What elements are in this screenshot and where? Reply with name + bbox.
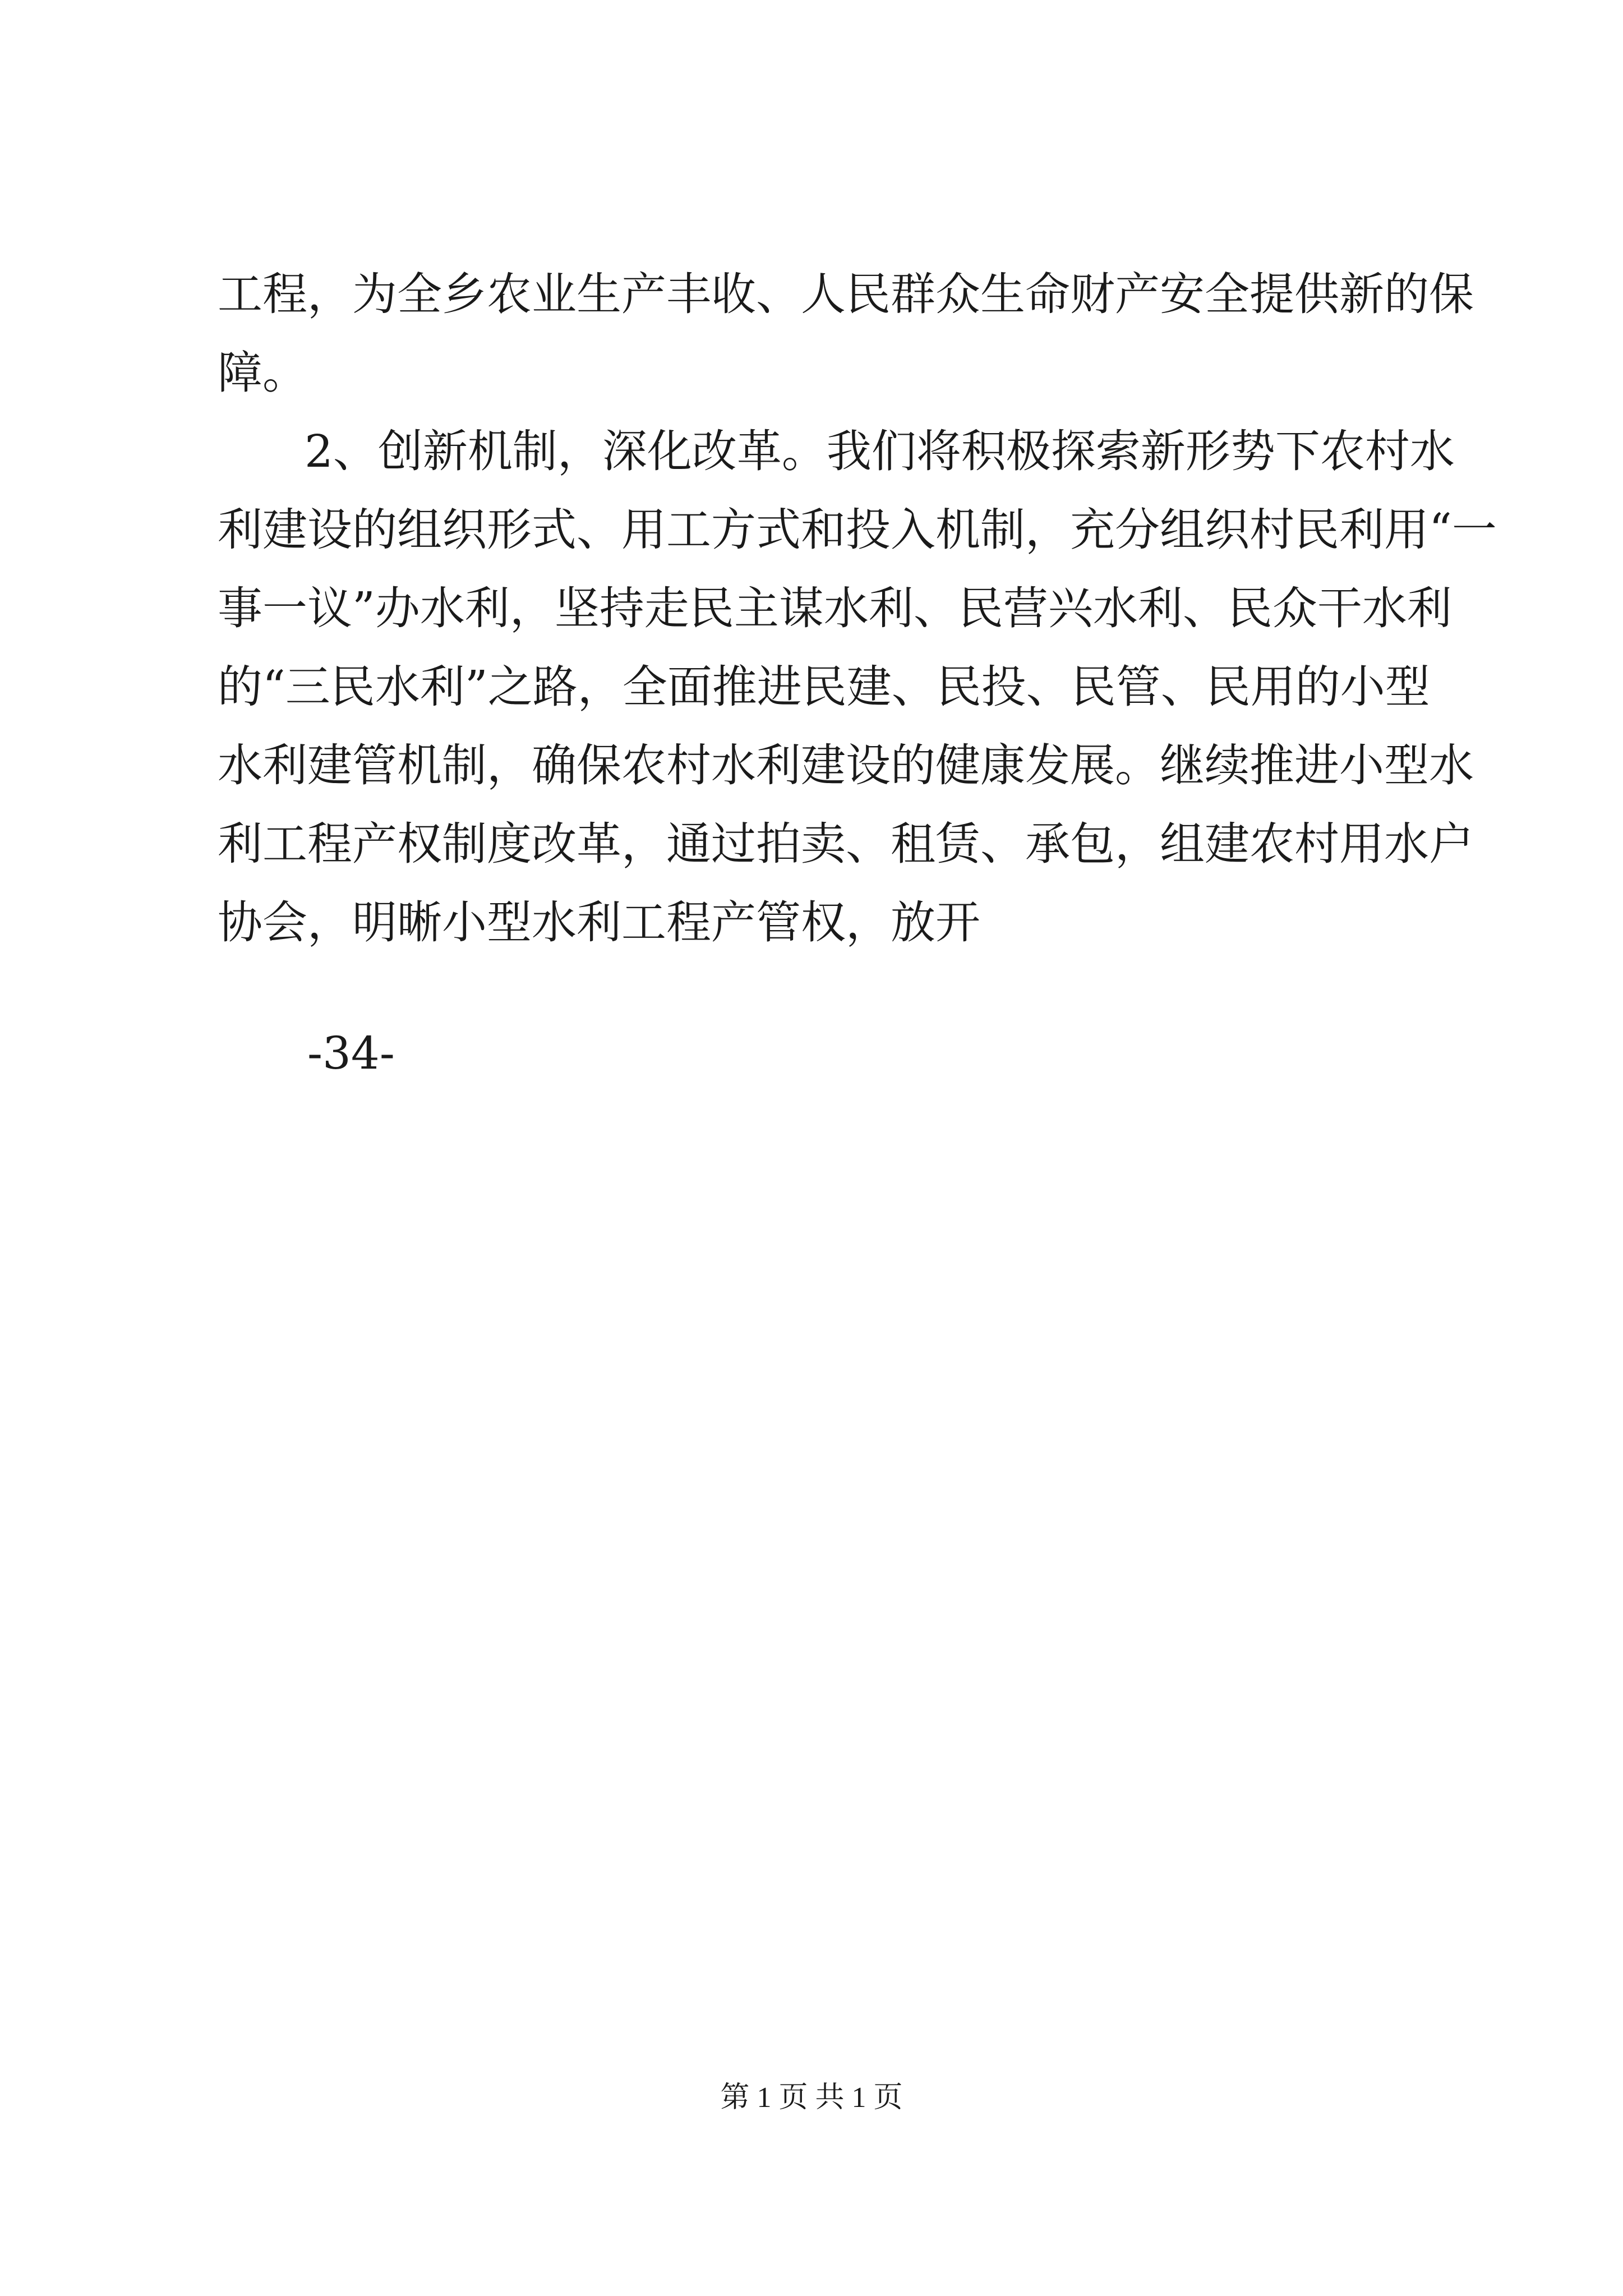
page-number: -34- <box>307 1027 395 1079</box>
text-line: 工程，为全乡农业生产丰收、人民群众生命财产安全提供新的保 <box>218 268 1474 320</box>
text-line: 水利建管机制，确保农村水利建设的健康发展。继续推进小型水 <box>218 739 1474 792</box>
text-line: 利建设的组织形式、用工方式和投入机制，充分组织村民利用“一 <box>218 504 1497 556</box>
text-line: 的“三民水利”之路，全面推进民建、民投、民管、民用的小型 <box>218 661 1430 713</box>
document-body <box>218 255 1497 962</box>
text-line: 2、创新机制，深化改革。我们将积极探索新形势下农村水 <box>305 425 1455 477</box>
text-line: 协会，明晰小型水利工程产管权，放开 <box>218 896 980 949</box>
text-line: 障。 <box>218 347 307 399</box>
text-line: 事一议”办水利，坚持走民主谋水利、民营兴水利、民众干水利 <box>218 582 1452 634</box>
text-line: 利工程产权制度改革，通过拍卖、租赁、承包，组建农村用水户 <box>218 818 1474 870</box>
page-footer: 第 1 页 共 1 页 <box>720 2082 903 2114</box>
